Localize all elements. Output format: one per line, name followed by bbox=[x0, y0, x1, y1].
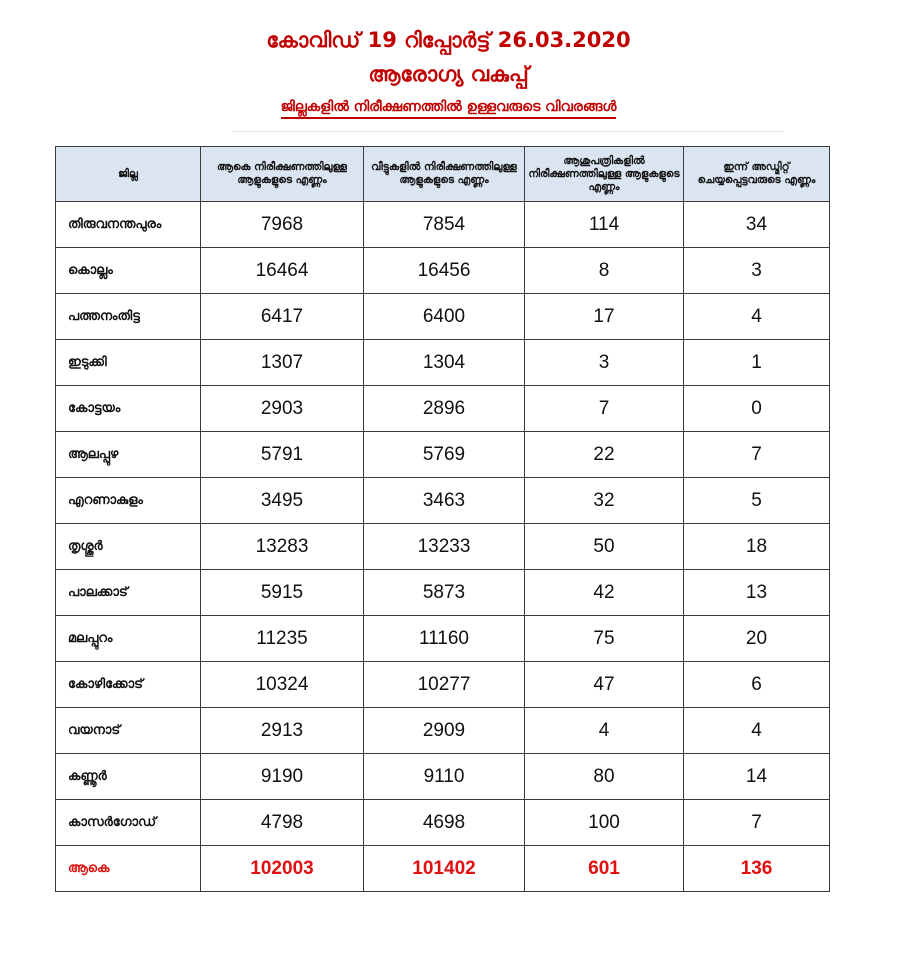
home-observed: 5873 bbox=[364, 570, 525, 616]
total-observed: 7968 bbox=[201, 202, 364, 248]
home-observed: 5769 bbox=[364, 432, 525, 478]
home-observed: 2896 bbox=[364, 386, 525, 432]
district-name: കോട്ടയം bbox=[56, 386, 201, 432]
home-observed: 4698 bbox=[364, 800, 525, 846]
total-total-observed: 102003 bbox=[201, 846, 364, 892]
total-observed: 10324 bbox=[201, 662, 364, 708]
table-row bbox=[56, 340, 830, 386]
total-observed: 6417 bbox=[201, 294, 364, 340]
district-name: വയനാട് bbox=[56, 708, 201, 754]
home-observed: 9110 bbox=[364, 754, 525, 800]
hospital-observed: 32 bbox=[525, 478, 684, 524]
table-row bbox=[56, 616, 830, 662]
total-observed: 3495 bbox=[201, 478, 364, 524]
district-name: മലപ്പുറം bbox=[56, 616, 201, 662]
table-row bbox=[56, 800, 830, 846]
admitted-today: 20 bbox=[684, 616, 830, 662]
department-name: ആരോഗ്യ വകുപ്പ് bbox=[368, 62, 529, 86]
table-header-row bbox=[56, 147, 830, 202]
total-hospital-observed: 601 bbox=[525, 846, 684, 892]
hospital-observed: 8 bbox=[525, 248, 684, 294]
district-name: തിരുവനന്തപുരം bbox=[56, 202, 201, 248]
table-row bbox=[56, 708, 830, 754]
district-name: ഇടുക്കി bbox=[56, 340, 201, 386]
admitted-today: 5 bbox=[684, 478, 830, 524]
column-header-hospital-observed: ആശുപത്രികളിൽ നിരീക്ഷണത്തിലുള്ള ആളുകളുടെ എണ്ണം bbox=[525, 147, 684, 202]
home-observed: 2909 bbox=[364, 708, 525, 754]
table-row bbox=[56, 478, 830, 524]
hospital-observed: 114 bbox=[525, 202, 684, 248]
total-observed: 4798 bbox=[201, 800, 364, 846]
home-observed: 16456 bbox=[364, 248, 525, 294]
home-observed: 7854 bbox=[364, 202, 525, 248]
table-caption bbox=[0, 99, 897, 115]
admitted-today: 7 bbox=[684, 432, 830, 478]
home-observed: 6400 bbox=[364, 294, 525, 340]
district-name: കോഴിക്കോട് bbox=[56, 662, 201, 708]
column-header-admitted-today: ഇന്ന് അഡ്മിറ്റ് ചെയ്യപ്പെട്ടവരുടെ എണ്ണം bbox=[684, 147, 830, 202]
hospital-observed: 47 bbox=[525, 662, 684, 708]
total-observed: 9190 bbox=[201, 754, 364, 800]
table-row bbox=[56, 248, 830, 294]
admitted-today: 6 bbox=[684, 662, 830, 708]
column-header-district: ജില്ല bbox=[56, 147, 201, 202]
home-observed: 13233 bbox=[364, 524, 525, 570]
district-name: എറണാകുളം bbox=[56, 478, 201, 524]
hospital-observed: 4 bbox=[525, 708, 684, 754]
hospital-observed: 3 bbox=[525, 340, 684, 386]
total-district-name: ആകെ bbox=[56, 846, 201, 892]
home-observed: 1304 bbox=[364, 340, 525, 386]
admitted-today: 13 bbox=[684, 570, 830, 616]
total-observed: 1307 bbox=[201, 340, 364, 386]
table-row bbox=[56, 386, 830, 432]
hospital-observed: 75 bbox=[525, 616, 684, 662]
table-row bbox=[56, 662, 830, 708]
hospital-observed: 17 bbox=[525, 294, 684, 340]
hospital-observed: 50 bbox=[525, 524, 684, 570]
total-row bbox=[56, 846, 830, 892]
table-caption-text: ജില്ലകളിൽ നിരീക്ഷണത്തിൽ ഉള്ളവരുടെ വിവരങ്ങൾ bbox=[281, 99, 617, 119]
table-row bbox=[56, 432, 830, 478]
admitted-today: 4 bbox=[684, 294, 830, 340]
district-name: പത്തനംതിട്ട bbox=[56, 294, 201, 340]
column-header-home-observed: വീട്ടുകളിൽ നിരീക്ഷണത്തിലുള്ള ആളുകളുടെ എണ്ണം bbox=[364, 147, 525, 202]
total-observed: 2913 bbox=[201, 708, 364, 754]
table-row bbox=[56, 294, 830, 340]
total-admitted-today: 136 bbox=[684, 846, 830, 892]
admitted-today: 0 bbox=[684, 386, 830, 432]
admitted-today: 34 bbox=[684, 202, 830, 248]
hospital-observed: 80 bbox=[525, 754, 684, 800]
admitted-today: 14 bbox=[684, 754, 830, 800]
admitted-today: 1 bbox=[684, 340, 830, 386]
admitted-today: 3 bbox=[684, 248, 830, 294]
district-surveillance-table bbox=[55, 146, 830, 892]
district-name: കാസർഗോഡ് bbox=[56, 800, 201, 846]
district-name: തൃശ്ശൂർ bbox=[56, 524, 201, 570]
hospital-observed: 100 bbox=[525, 800, 684, 846]
total-observed: 5791 bbox=[201, 432, 364, 478]
total-observed: 2903 bbox=[201, 386, 364, 432]
table-row bbox=[56, 754, 830, 800]
district-name: ആലപ്പുഴ bbox=[56, 432, 201, 478]
home-observed: 3463 bbox=[364, 478, 525, 524]
total-observed: 11235 bbox=[201, 616, 364, 662]
district-name: കൊല്ലം bbox=[56, 248, 201, 294]
report-title: കോവിഡ് 19 റിപ്പോർട്ട് 26.03.2020 bbox=[266, 28, 631, 52]
hospital-observed: 42 bbox=[525, 570, 684, 616]
table-row bbox=[56, 202, 830, 248]
table-row bbox=[56, 570, 830, 616]
admitted-today: 7 bbox=[684, 800, 830, 846]
admitted-today: 4 bbox=[684, 708, 830, 754]
divider bbox=[232, 131, 784, 132]
column-header-total-observed: ആകെ നിരീക്ഷണത്തിലുള്ള ആളുകളുടെ എണ്ണം bbox=[201, 147, 364, 202]
total-observed: 5915 bbox=[201, 570, 364, 616]
admitted-today: 18 bbox=[684, 524, 830, 570]
table-row bbox=[56, 524, 830, 570]
hospital-observed: 7 bbox=[525, 386, 684, 432]
home-observed: 10277 bbox=[364, 662, 525, 708]
total-home-observed: 101402 bbox=[364, 846, 525, 892]
district-name: കണ്ണൂർ bbox=[56, 754, 201, 800]
hospital-observed: 22 bbox=[525, 432, 684, 478]
total-observed: 16464 bbox=[201, 248, 364, 294]
home-observed: 11160 bbox=[364, 616, 525, 662]
total-observed: 13283 bbox=[201, 524, 364, 570]
district-name: പാലക്കാട് bbox=[56, 570, 201, 616]
